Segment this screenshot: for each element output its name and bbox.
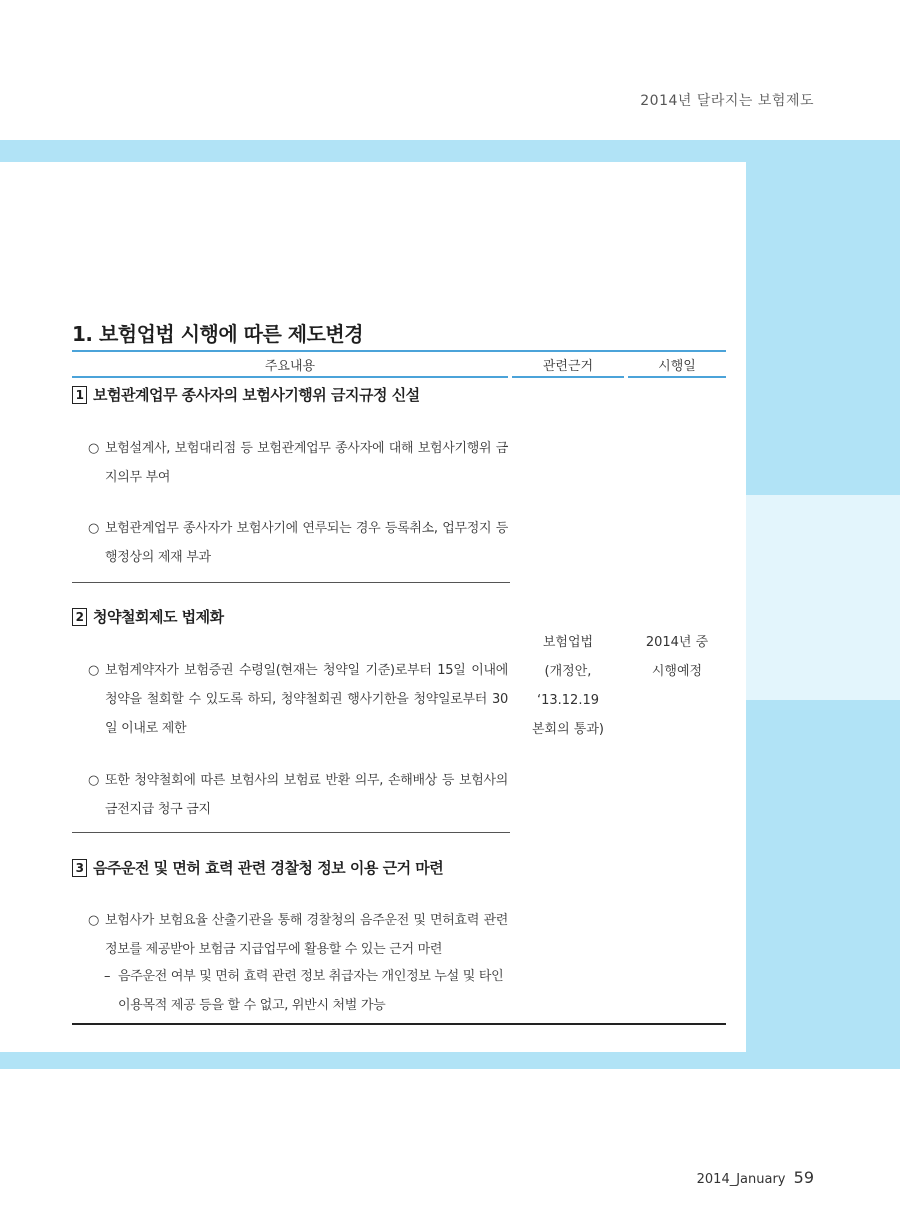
bullet-mark: ○ [88, 441, 100, 456]
list-item [88, 514, 508, 572]
bottom-band [0, 1052, 900, 1069]
table-bottom-rule [72, 1023, 726, 1025]
header-basis: 관련근거 [542, 359, 594, 374]
bullet-text: 보험설계사, 보험대리점 등 보험관계업무 종사자에 대해 보험사기행위 금지의무 부여 [105, 441, 508, 485]
list-item [88, 766, 508, 824]
item-number: 3 [72, 859, 87, 877]
footer-label: 2014_January [696, 1172, 786, 1187]
item-heading [72, 384, 420, 405]
header-rule [72, 376, 508, 378]
basis-line: 본회의 통과) [532, 722, 604, 737]
bullet-mark: ○ [88, 521, 100, 536]
side-strip [746, 140, 900, 495]
list-item [88, 434, 508, 492]
list-item [88, 656, 508, 743]
date-cell [628, 628, 726, 686]
basis-line: (개정안, ‘13.12.19 [536, 664, 600, 708]
header-date: 시행일 [658, 359, 696, 374]
bullet-text: 보험사가 보험요율 산출기관을 통해 경찰청의 음주운전 및 면허효력 관련 정보를 제공받아 보험금 지급업무에 활용할 수 있는 근거 마련 [105, 913, 508, 957]
side-strip-light [746, 495, 900, 700]
bullet-mark: ○ [88, 913, 100, 928]
list-item [88, 906, 508, 964]
bullet-mark: ○ [88, 773, 100, 788]
bullet-text: 또한 청약철회에 따른 보험사의 보험료 반환 의무, 손해배상 등 보험사의 금전지급 청구 금지 [105, 773, 508, 817]
bullet-text: 보험계약자가 보험증권 수령일(현재는 청약일 기준)로부터 15일 이내에 청약을 철회할 수 있도록 하되, 청약철회권 행사기한을 청약일로부터 30일 이내로 제한 [105, 663, 508, 736]
header-main-content: 주요내용 [264, 359, 316, 374]
header-rule [512, 376, 624, 378]
header-rule [628, 376, 726, 378]
item-divider [72, 582, 510, 583]
item-heading [72, 857, 443, 878]
item-title: 보험관계업무 종사자의 보험사기행위 금지규정 신설 [93, 386, 420, 404]
item-number: 2 [72, 608, 87, 626]
table-top-rule [72, 350, 726, 352]
date-line: 시행예정 [651, 664, 703, 679]
item-title: 청약철회제도 법제화 [93, 608, 224, 626]
date-line: 2014년 중 [645, 635, 709, 650]
basis-line: 보험업법 [542, 635, 594, 650]
basis-cell [512, 628, 624, 744]
item-divider [72, 832, 510, 833]
side-strip [746, 700, 900, 1069]
item-heading [72, 606, 224, 627]
bullet-mark: ○ [88, 663, 100, 678]
section-title: 1. 보험업법 시행에 따른 제도변경 [72, 322, 364, 346]
sub-list-item [104, 962, 506, 1020]
sub-bullet-text: 음주운전 여부 및 면허 효력 관련 정보 취급자는 개인정보 누설 및 타인 이용목적 제공 등을 할 수 없고, 위반시 처벌 가능 [118, 969, 504, 1013]
item-title: 음주운전 및 면허 효력 관련 경찰청 정보 이용 근거 마련 [93, 859, 444, 877]
page-number: 59 [793, 1168, 814, 1187]
item-number: 1 [72, 386, 87, 404]
running-head: 2014년 달라지는 보험제도 [640, 93, 814, 109]
page-footer [697, 1168, 814, 1187]
dash-mark: – [104, 969, 111, 984]
bullet-text: 보험관계업무 종사자가 보험사기에 연루되는 경우 등록취소, 업무정지 등 행정상의 제재 부과 [105, 521, 508, 565]
